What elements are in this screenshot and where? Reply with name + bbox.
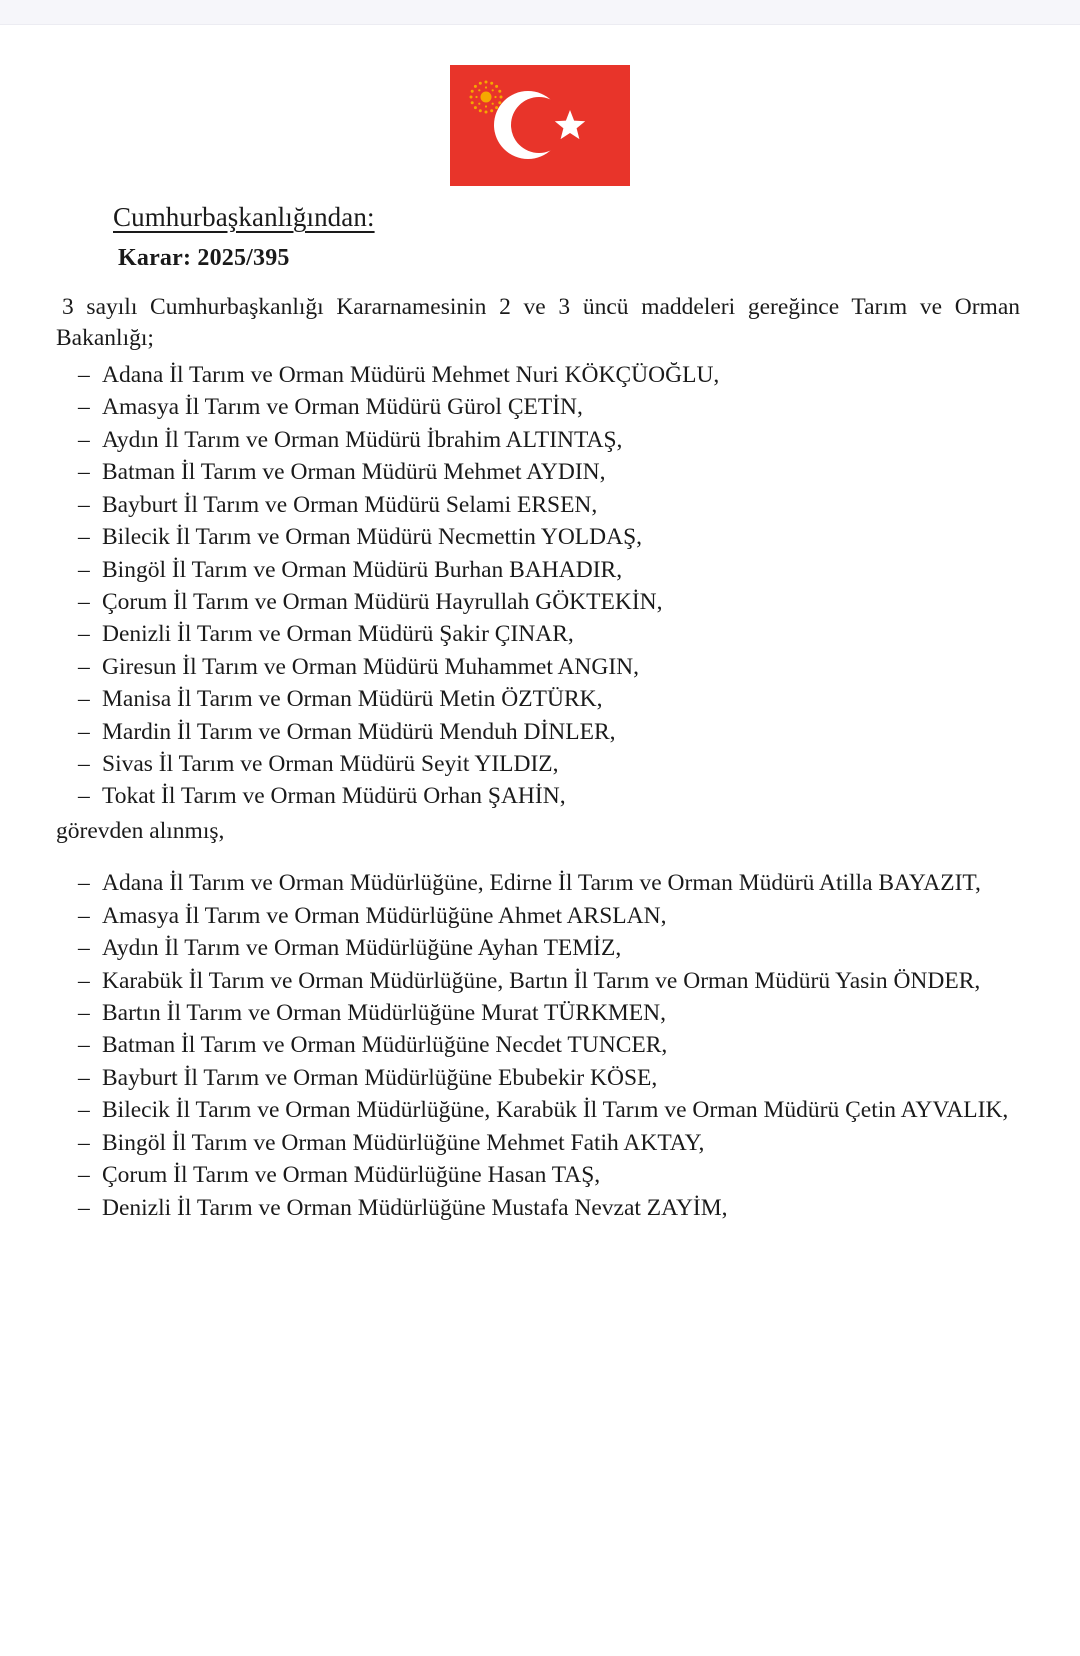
list-item [56,1127,1020,1159]
list-item-label: Sivas İl Tarım ve Orman Müdürü Seyit YILDIZ, [102,751,559,778]
dash-bullet-icon: – [78,1129,90,1156]
dash-bullet-icon: – [78,588,90,615]
list-item [56,997,1020,1029]
dash-bullet-icon: – [78,902,90,929]
list-item-label: Amasya İl Tarım ve Orman Müdürü Gürol ÇETİN, [102,394,583,421]
dash-bullet-icon: – [78,653,90,680]
list-item [56,1159,1020,1191]
list-item-label: Aydın İl Tarım ve Orman Müdürü İbrahim ALTINTAŞ, [102,426,623,453]
decision-number: Karar: 2025/395 [118,244,290,271]
dash-bullet-icon: – [78,1097,90,1124]
list-item [56,867,1020,899]
list-item [56,586,1020,618]
dash-bullet-icon: – [78,751,90,778]
dash-bullet-icon: – [78,935,90,962]
list-item [56,424,1020,456]
dash-bullet-icon: – [78,361,90,388]
dismissed-officials-list [56,359,1020,813]
dash-bullet-icon: – [78,426,90,453]
dash-bullet-icon: – [78,524,90,551]
list-item-label: Bayburt İl Tarım ve Orman Müdürlüğüne Ebubekir KÖSE, [102,1064,658,1091]
dash-bullet-icon: – [78,621,90,648]
list-item-label: Giresun İl Tarım ve Orman Müdürü Muhammet ANGIN, [102,653,640,680]
dash-bullet-icon: – [78,556,90,583]
intro-paragraph: 3 sayılı Cumhurbaşkanlığı Kararnamesinin 2 ve 3 üncü maddeleri gereğince Tarım ve Orman Bakanlığı; [56,293,1020,352]
document-page [0,25,1080,1656]
dash-bullet-icon: – [78,459,90,486]
emblem-container [0,25,1080,186]
list-item [56,651,1020,683]
list-item-label: Karabük İl Tarım ve Orman Müdürlüğüne, Bartın İl Tarım ve Orman Müdürü Yasin ÖNDER, [102,967,981,994]
list-item-label: Bingöl İl Tarım ve Orman Müdürü Burhan BAHADIR, [102,556,623,583]
list-item [56,932,1020,964]
list-item [56,1192,1020,1224]
list-item [56,391,1020,423]
list-item [56,965,1020,997]
list-item [56,618,1020,650]
list-item-label: Bilecik İl Tarım ve Orman Müdürü Necmettin YOLDAŞ, [102,524,643,551]
dash-bullet-icon: – [78,394,90,421]
dash-bullet-icon: – [78,1000,90,1026]
list-item-label: Adana İl Tarım ve Orman Müdürü Mehmet Nuri KÖKÇÜOĞLU, [102,361,720,388]
list-item-label: Batman İl Tarım ve Orman Müdürü Mehmet AYDIN, [102,459,606,486]
dismissed-closing-line: görevden alınmış, [56,817,225,844]
list-item-label: Bilecik İl Tarım ve Orman Müdürlüğüne, Karabük İl Tarım ve Orman Müdürü Çetin AYVALIK, [102,1097,1009,1124]
viewport-top-band [0,0,1080,25]
five-pointed-star-icon [554,109,586,141]
list-item [56,489,1020,521]
dash-bullet-icon: – [78,967,90,994]
list-item-label: Tokat İl Tarım ve Orman Müdürü Orhan ŞAHİN, [102,783,566,810]
dash-bullet-icon: – [78,783,90,810]
dash-bullet-icon: – [78,718,90,745]
list-item-label: Adana İl Tarım ve Orman Müdürlüğüne, Edirne İl Tarım ve Orman Müdürü Atilla BAYAZIT, [102,870,981,897]
dash-bullet-icon: – [78,870,90,897]
list-item-label: Manisa İl Tarım ve Orman Müdürü Metin ÖZTÜRK, [102,686,603,713]
section-spacer [56,847,1020,863]
list-item [56,456,1020,488]
appointed-officials-list [56,867,1020,1224]
document-body [0,200,1080,1224]
list-item [56,359,1020,391]
list-item-label: Mardin İl Tarım ve Orman Müdürü Menduh DİNLER, [102,718,616,745]
list-item [56,1029,1020,1061]
list-item-label: Denizli İl Tarım ve Orman Müdürlüğüne Mustafa Nevzat ZAYİM, [102,1194,728,1221]
list-item [56,1094,1020,1126]
dash-bullet-icon: – [78,1064,90,1091]
list-item-label: Çorum İl Tarım ve Orman Müdürü Hayrullah GÖKTEKİN, [102,588,663,615]
list-item [56,748,1020,780]
dash-bullet-icon: – [78,1194,90,1221]
list-item [56,683,1020,715]
list-item [56,1062,1020,1094]
list-item-label: Bartın İl Tarım ve Orman Müdürlüğüne Murat TÜRKMEN, [102,1000,667,1026]
list-item-label: Batman İl Tarım ve Orman Müdürlüğüne Necdet TUNCER, [102,1032,668,1059]
dash-bullet-icon: – [78,491,90,518]
list-item [56,780,1020,812]
page-title: Cumhurbaşkanlığından: [113,202,375,232]
dash-bullet-icon: – [78,1162,90,1189]
dash-bullet-icon: – [78,1032,90,1059]
list-item [56,900,1020,932]
list-item-label: Çorum İl Tarım ve Orman Müdürlüğüne Hasan TAŞ, [102,1162,601,1189]
list-item-label: Denizli İl Tarım ve Orman Müdürü Şakir ÇINAR, [102,621,574,648]
list-item [56,521,1020,553]
list-item-label: Amasya İl Tarım ve Orman Müdürlüğüne Ahmet ARSLAN, [102,902,667,929]
list-item-label: Aydın İl Tarım ve Orman Müdürlüğüne Ayhan TEMİZ, [102,935,622,962]
dash-bullet-icon: – [78,686,90,713]
list-item [56,716,1020,748]
turkish-flag-icon [450,65,630,186]
list-item-label: Bingöl İl Tarım ve Orman Müdürlüğüne Mehmet Fatih AKTAY, [102,1129,705,1156]
list-item [56,554,1020,586]
list-item-label: Bayburt İl Tarım ve Orman Müdürü Selami ERSEN, [102,491,598,518]
